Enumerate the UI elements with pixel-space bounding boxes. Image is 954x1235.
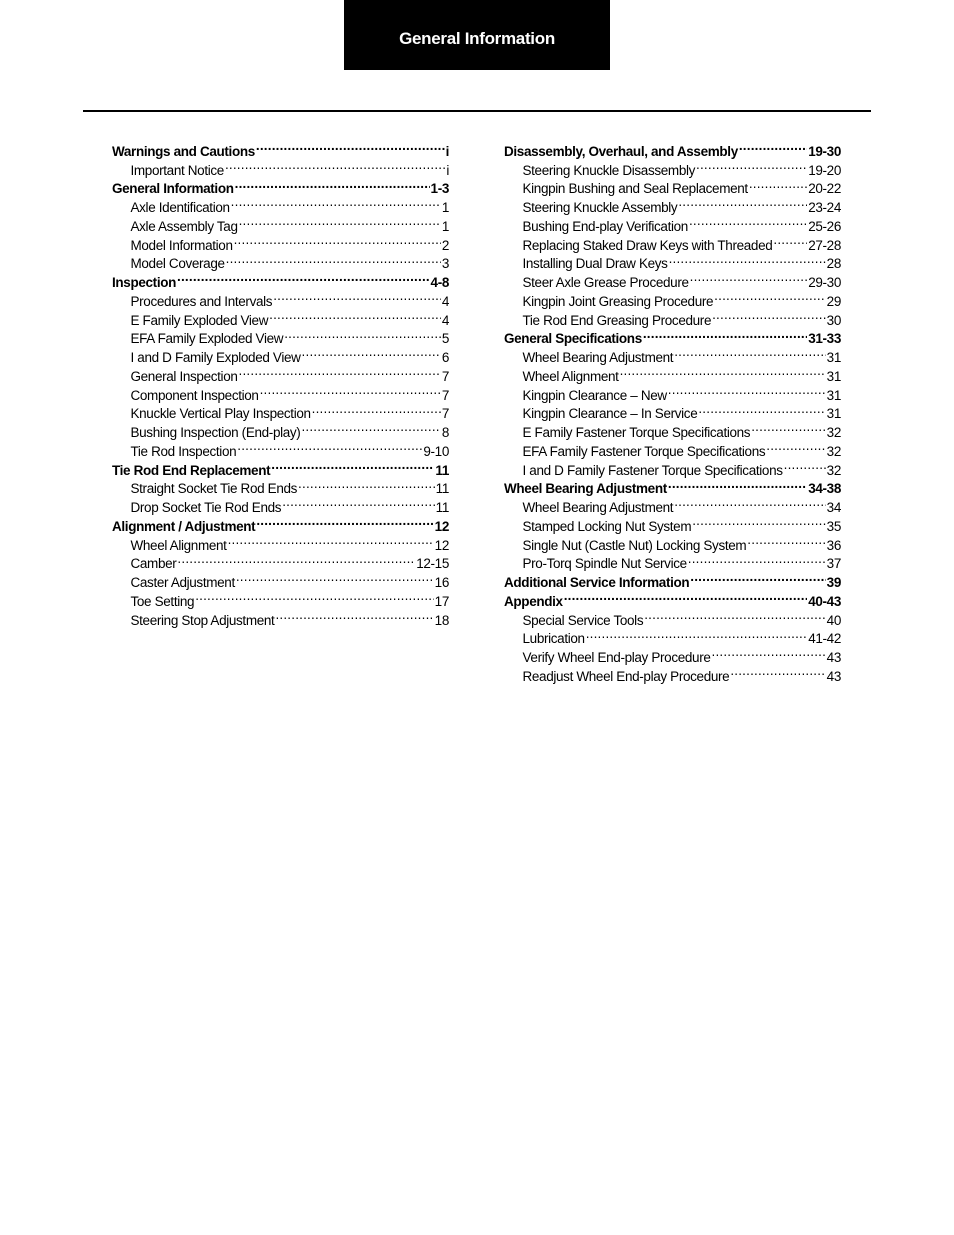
toc-entry-title: Bushing End-play Verification [522, 218, 688, 234]
dot-leader [688, 550, 826, 569]
toc-page-number: 32 [826, 425, 841, 440]
toc-page-number: 34 [826, 500, 841, 515]
dot-leader [269, 306, 441, 325]
toc-page-number: 31 [826, 406, 841, 422]
toc-entry-title: E Family Exploded View [130, 312, 269, 328]
dot-leader [669, 250, 826, 269]
toc-page-number: 1 [441, 218, 449, 234]
toc-page-number: 3 [441, 256, 449, 272]
toc-entry-title: Alignment / Adjustment [112, 518, 256, 534]
section-header-tab [344, 0, 610, 70]
toc-entry-title: Steering Stop Adjustment [130, 612, 275, 628]
dot-leader [177, 268, 430, 287]
toc-entry-title: Procedures and Intervals [130, 293, 273, 309]
dot-leader [302, 343, 441, 362]
toc-entry-title: Wheel Alignment [522, 368, 619, 384]
dot-leader [312, 400, 441, 419]
dot-leader [226, 250, 441, 269]
toc-entry-title: Appendix [504, 593, 563, 609]
toc-page-number: 2 [441, 237, 449, 253]
toc-entry-title: General Specifications [504, 331, 642, 347]
toc-page-number: 4-8 [430, 275, 449, 290]
dot-leader [195, 587, 433, 606]
toc-entry-title: Stamped Locking Nut System [522, 518, 692, 534]
toc-entry-title: Steering Knuckle Disassembly [522, 162, 696, 178]
toc-entry-title: Replacing Staked Draw Keys with Threaded [522, 237, 773, 253]
toc-entry-title: Steering Knuckle Assembly [522, 200, 678, 215]
toc-entry-title: Axle Assembly Tag [130, 218, 238, 234]
toc-page-number: 11 [435, 481, 449, 497]
toc-entry-title: Special Service Tools [522, 612, 644, 628]
toc-page-number: 7 [441, 368, 449, 384]
dot-leader [620, 362, 826, 381]
dot-leader [275, 606, 433, 625]
dot-leader [674, 493, 825, 512]
toc-entry-title: Axle Identification [130, 200, 230, 215]
toc-page-number: 31 [826, 387, 841, 403]
dot-leader [239, 212, 441, 231]
dot-leader [712, 306, 826, 325]
dot-leader [690, 568, 825, 587]
toc-section-entry[interactable] [504, 137, 841, 159]
toc-entry-title: Straight Socket Tie Rod Ends [130, 481, 298, 497]
dot-leader [298, 475, 435, 494]
toc-page-number: 36 [826, 537, 841, 553]
dot-leader [730, 662, 825, 681]
dot-leader [177, 550, 415, 569]
toc-entry-title: Wheel Bearing Adjustment [522, 350, 674, 365]
toc-page-number: 1 [441, 200, 449, 215]
toc-page-number: 19-20 [808, 162, 841, 178]
toc-page-number: 19-30 [808, 143, 841, 159]
dot-leader [256, 512, 433, 531]
dot-leader [644, 606, 825, 625]
toc-entry-title: I and D Family Fastener Torque Specifications [522, 462, 783, 478]
toc-entry-title: Important Notice [130, 162, 224, 178]
toc-page-number: 40-43 [808, 593, 841, 609]
toc-entry-title: Wheel Bearing Adjustment [522, 500, 674, 515]
toc-page-number: 29 [826, 293, 841, 309]
dot-leader [282, 493, 434, 512]
toc-entry-title: I and D Family Exploded View [130, 350, 301, 365]
toc-entry-title: Model Coverage [130, 256, 225, 272]
toc-page-number: 11 [435, 462, 449, 478]
toc-entry-title: Wheel Alignment [130, 537, 227, 553]
toc-page-number: 7 [441, 387, 449, 403]
toc-page-number: 31 [826, 368, 841, 384]
dot-leader [690, 268, 808, 287]
dot-leader [674, 343, 825, 362]
toc-page-number: 1-3 [430, 181, 449, 197]
dot-leader [712, 643, 826, 662]
toc-entry-title: Kingpin Clearance – New [522, 387, 667, 403]
toc-page-number: 20-22 [808, 181, 841, 197]
toc-page-number: 29-30 [808, 275, 841, 290]
toc-entry-title: Wheel Bearing Adjustment [504, 481, 667, 497]
toc-entry-title: Drop Socket Tie Rod Ends [130, 500, 282, 515]
toc-entry-title: Kingpin Bushing and Seal Replacement [522, 181, 748, 197]
dot-leader [751, 418, 825, 437]
dot-leader [714, 287, 826, 306]
dot-leader [237, 437, 422, 456]
toc-page-number: 8 [441, 425, 449, 440]
toc-entry-title: Knuckle Vertical Play Inspection [130, 406, 311, 422]
dot-leader [766, 437, 825, 456]
dot-leader [228, 531, 434, 550]
toc-entry-title: Tie Rod Inspection [130, 443, 237, 459]
toc-entry-title: Installing Dual Draw Keys [522, 256, 668, 272]
dot-leader [273, 287, 441, 306]
toc-page-number: 32 [826, 462, 841, 478]
toc-page-number: 35 [826, 518, 841, 534]
dot-leader [784, 456, 826, 475]
toc-page-number: 32 [826, 443, 841, 459]
dot-leader [698, 400, 825, 419]
toc-entry-title: General Inspection [130, 368, 238, 384]
dot-leader [236, 568, 434, 587]
dot-leader [668, 381, 826, 400]
header-divider [83, 110, 871, 112]
toc-entry-title: Model Information [130, 237, 233, 253]
toc-entry-title: Kingpin Clearance – In Service [522, 406, 698, 422]
toc-entry-title: Camber [130, 556, 177, 572]
toc-page-number: i [446, 162, 449, 178]
toc-entry-title: Verify Wheel End-play Procedure [522, 650, 711, 665]
toc-page-number: 16 [434, 575, 449, 590]
toc-page-number: 37 [826, 556, 841, 572]
toc-page-number: 23-24 [808, 200, 841, 215]
toc-page-number: 12-15 [416, 556, 449, 572]
dot-leader [773, 231, 807, 250]
toc-page-number: 43 [826, 650, 841, 665]
toc-page-number: 25-26 [808, 218, 841, 234]
toc-page-number: 6 [441, 350, 449, 365]
dot-leader [564, 587, 808, 606]
toc-entry-title: Steer Axle Grease Procedure [522, 275, 689, 290]
dot-leader [643, 325, 807, 344]
toc-page-number: 11 [435, 500, 449, 515]
toc-page-number: 5 [441, 331, 449, 347]
toc-page-number: 7 [441, 406, 449, 422]
dot-leader [235, 175, 430, 194]
toc-column-right [504, 137, 841, 684]
toc-page-number: 30 [826, 312, 841, 328]
toc-page-number: 41-42 [808, 631, 841, 647]
dot-leader [260, 381, 441, 400]
toc-entry-title: Lubrication [522, 631, 585, 647]
dot-leader [739, 137, 807, 156]
dot-leader [284, 325, 441, 344]
toc-entry-title: Disassembly, Overhaul, and Assembly [504, 143, 738, 159]
dot-leader [689, 212, 807, 231]
toc-entry-title: Toe Setting [130, 593, 195, 609]
toc-section-entry[interactable] [112, 137, 449, 159]
toc-page-number: 43 [826, 668, 841, 684]
toc-entry-title: Caster Adjustment [130, 575, 235, 590]
toc-entry-title: Bushing Inspection (End-play) [130, 425, 301, 440]
toc-page-number: 4 [441, 293, 449, 309]
toc-page-number: 17 [434, 593, 449, 609]
dot-leader [747, 531, 825, 550]
toc-entry-title: Readjust Wheel End-play Procedure [522, 668, 730, 684]
toc-page-number: 4 [441, 312, 449, 328]
toc-page-number: 39 [826, 575, 841, 590]
toc-entry-title: Single Nut (Castle Nut) Locking System [522, 537, 747, 553]
toc-column-left [112, 137, 449, 628]
dot-leader [586, 625, 808, 644]
toc-page-number: 9-10 [423, 443, 449, 459]
dot-leader [231, 193, 441, 212]
dot-leader [301, 418, 440, 437]
dot-leader [678, 193, 807, 212]
toc-entry-title: Tie Rod End Greasing Procedure [522, 312, 712, 328]
toc-page-number: i [445, 143, 449, 159]
toc-page-number: 34-38 [808, 481, 841, 497]
section-title: General Information [399, 29, 555, 48]
toc-page-number: 12 [434, 537, 449, 553]
toc-page-number: 28 [826, 256, 841, 272]
toc-entry-title: Additional Service Information [504, 575, 690, 590]
dot-leader [225, 156, 445, 175]
toc-page-number: 12 [434, 518, 449, 534]
dot-leader [271, 456, 434, 475]
dot-leader [256, 137, 445, 156]
dot-leader [749, 175, 807, 194]
toc-entry-title: General Information [112, 181, 234, 197]
toc-entry-title: Tie Rod End Replacement [112, 462, 271, 478]
dot-leader [668, 475, 807, 494]
toc-entry-title: Component Inspection [130, 387, 259, 403]
dot-leader [692, 512, 825, 531]
toc-entry-title: Inspection [112, 275, 177, 290]
toc-page-number: 18 [434, 612, 449, 628]
toc-entry-title: Warnings and Cautions [112, 143, 255, 159]
toc-entry-title: EFA Family Fastener Torque Specifications [522, 443, 766, 459]
dot-leader [696, 156, 807, 175]
toc-entry-title: E Family Fastener Torque Specifications [522, 425, 751, 440]
toc-entry-title: EFA Family Exploded View [130, 331, 284, 347]
toc-page-number: 31-33 [808, 331, 841, 347]
toc-page-number: 27-28 [808, 237, 841, 253]
dot-leader [239, 362, 441, 381]
toc-entry-title: Pro-Torq Spindle Nut Service [522, 556, 687, 572]
toc-entry-title: Kingpin Joint Greasing Procedure [522, 293, 714, 309]
toc-page-number: 31 [826, 350, 841, 365]
dot-leader [234, 231, 441, 250]
toc-page-number: 40 [826, 612, 841, 628]
